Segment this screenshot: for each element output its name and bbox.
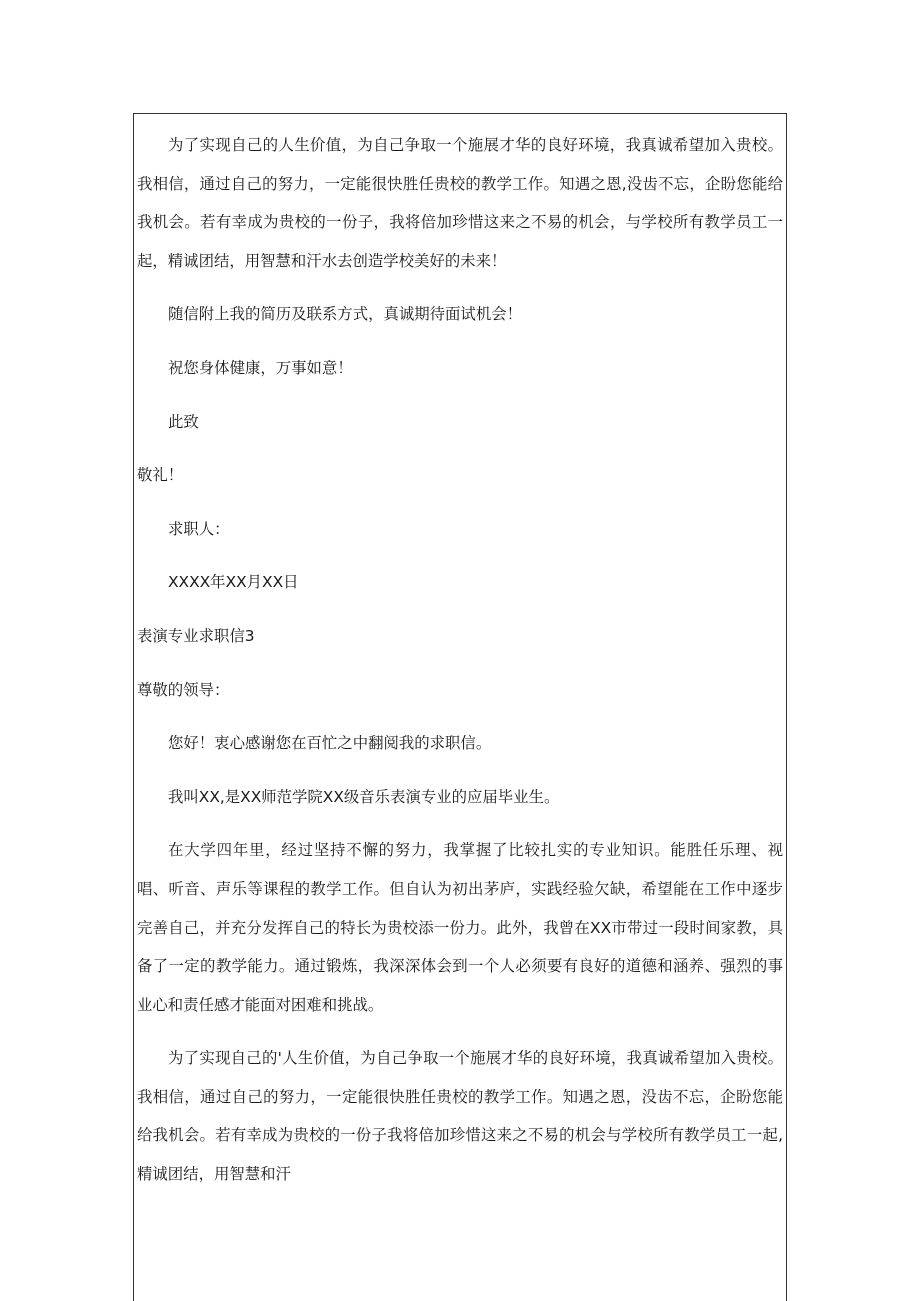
paragraph-wishes: 祝您身体健康，万事如意！ [168, 358, 353, 377]
paragraph-date: XXXX年XX月XX日 [168, 573, 299, 592]
paragraph-introduction: 我叫XX,是XX师范学院XX级音乐表演专业的应届毕业生。 [168, 787, 560, 806]
section-heading: 表演专业求职信3 [137, 626, 255, 645]
paragraph-commitment: 为了实现自己的'人生价值，为自己争取一个施展才华的良好环境，我真诚希望加入贵校。我相信，通过自己的努力，一定能很快胜任贵校的教学工作。知遇之恩，没齿不忘，企盼您能给我机会。若有幸成为贵校的一份子我将倍加珍惜这来之不易的机会与学校所有教学员工一起,精诚团结，用智慧和汗 [137, 1049, 783, 1184]
paragraph-greeting: 尊敬的领导： [137, 680, 230, 699]
paragraph-attachment-note: 随信附上我的简历及联系方式，真诚期待面试机会！ [168, 305, 522, 324]
paragraph-thanks: 您好！衷心感谢您在百忙之中翻阅我的求职信。 [168, 734, 492, 753]
paragraph-closing-commitment: 为了实现自己的人生价值，为自己争取一个施展才华的良好环境，我真诚希望加入贵校。我相信，通过自己的努力，一定能很快胜任贵校的教学工作。知遇之恩,没齿不忘，企盼您能给我机会。若有幸成为贵校的一份子，我将倍加珍惜这来之不易的机会，与学校所有教学员工一起，精诚团结，用智慧和汗水去创造学校美好的未来！ [137, 136, 783, 270]
paragraph-salutation-cizhi: 此致 [168, 412, 199, 431]
paragraph-applicant-label: 求职人： [168, 519, 230, 538]
document-body [137, 126, 783, 1209]
paragraph-experience: 在大学四年里，经过坚持不懈的努力，我掌握了比较扎实的专业知识。能胜任乐理、视唱、听音、声乐等课程的教学工作。但自认为初出茅庐，实践经验欠缺，希望能在工作中逐步完善自己，并充分发挥自己的特长为贵校添一份力。此外，我曾在XX市带过一段时间家教，具备了一定的教学能力。通过锻炼，我深深体会到一个人必须要有良好的道德和涵养、强烈的事业心和责任感才能面对困难和挑战。 [137, 841, 783, 1014]
paragraph-salutation-jingli: 敬礼！ [137, 466, 184, 485]
